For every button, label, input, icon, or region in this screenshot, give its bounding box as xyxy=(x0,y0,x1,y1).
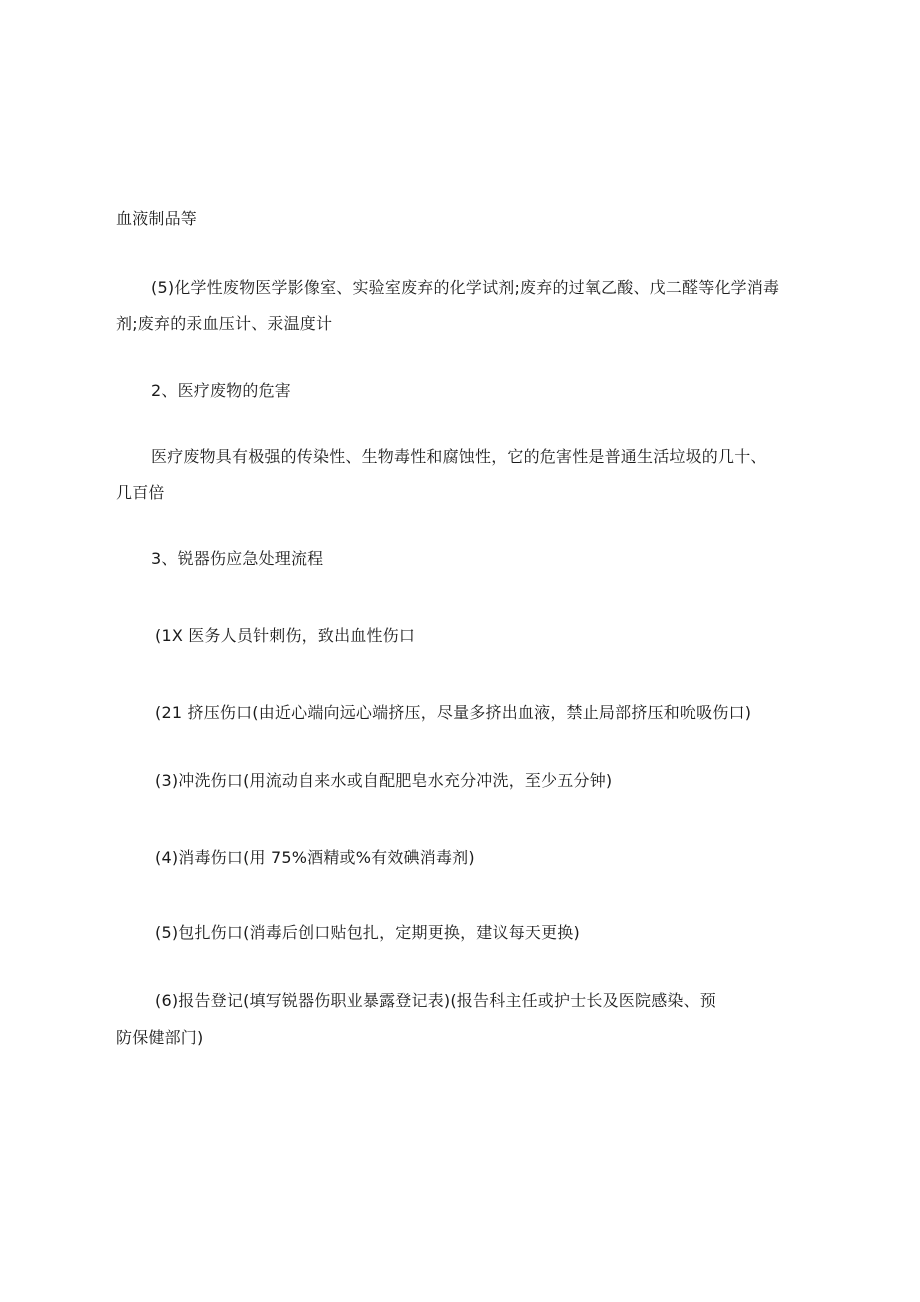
text-line-chemical-waste-cont: 剂;废弃的汞血压计、汞温度计 xyxy=(116,314,333,333)
text-line-blood-products: 血液制品等 xyxy=(116,209,198,228)
section-heading-sharps-injury: 3、锐器伤应急处理流程 xyxy=(151,549,324,568)
text-line-hazards: 医疗废物具有极强的传染性、生物毒性和腐蚀性，它的危害性是普通生活垃圾的几十、 xyxy=(151,447,767,466)
step-1: (1X 医务人员针刺伤，致出血性伤口 xyxy=(155,626,416,645)
step-6: (6)报告登记(填写锐器伤职业暴露登记表)(报告科主任或护士长及医院感染、预 xyxy=(155,991,716,1010)
step-5: (5)包扎伤口(消毒后创口贴包扎，定期更换，建议每天更换) xyxy=(155,923,580,942)
step-3: (3)冲洗伤口(用流动自来水或自配肥皂水充分冲洗，至少五分钟) xyxy=(155,771,613,790)
text-line-chemical-waste: (5)化学性废物医学影像室、实验室废弃的化学试剂;废弃的过氧乙酸、戊二醛等化学消毒 xyxy=(151,278,780,297)
section-heading-hazards: 2、医疗废物的危害 xyxy=(151,381,291,400)
step-2: (21 挤压伤口(由近心端向远心端挤压，尽量多挤出血液，禁止局部挤压和吮吸伤口) xyxy=(155,703,752,722)
text-line-hazards-cont: 几百倍 xyxy=(116,483,165,502)
step-6-cont: 防保健部门) xyxy=(116,1028,204,1047)
step-4: (4)消毒伤口(用 75%酒精或%有效碘消毒剂) xyxy=(155,848,475,867)
